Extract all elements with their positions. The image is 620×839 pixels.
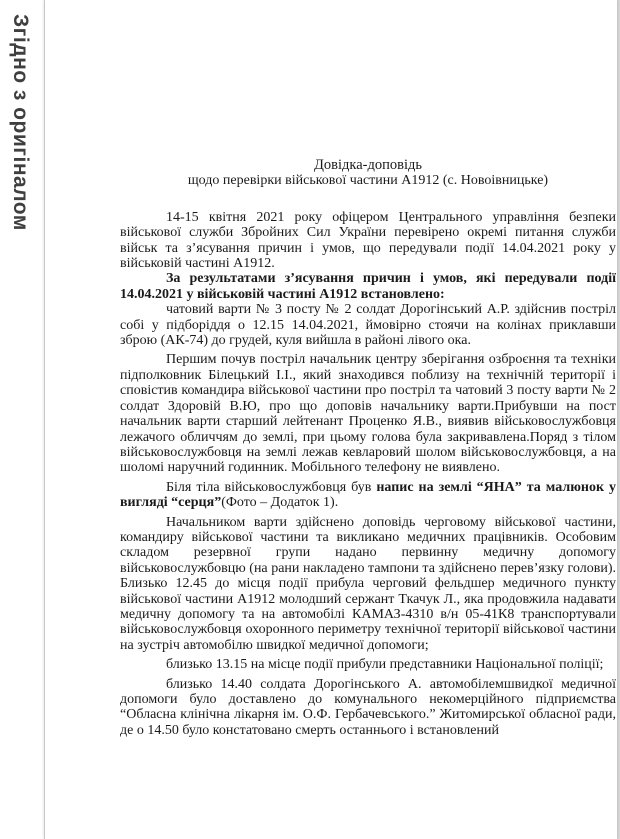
document-subtitle: щодо перевірки військової частини А1912 (с. Новоівницьке) xyxy=(187,173,549,189)
document-page xyxy=(44,0,618,839)
certification-stamp: Згідно з оригіналом xyxy=(9,14,32,231)
document-body xyxy=(120,158,616,738)
paragraph-incident: чатовий варти № 3 посту № 2 солдат Дорогінський А.Р. здійснив постріл собі у підборіддя о 12.15 14.04.2021, ймовірно стоячи на колінах приклавши зброю (АК-74) до грудей, куля вийшла в районі лівого ока. xyxy=(120,302,616,349)
paragraph-medical-help: Начальником варти здійснено доповідь черговому військової частини, командиру військової частини та викликано медичних працівників. Особовим складом резервної групи надано первинну медичну допомогу військовослужбовцю (на рани накладено тампони та здійснено перев’язку голови). Близько 12.45 до місця події прибула черговий фельдшер медичного пункту військової частини А1912 молодший сержант Ткачук Л., яка продовжила надавати медичну допомогу та на автомобілі КАМАЗ-4310 в/н 05-41К8 транспортували військовослужбовця охоронного периметру технічної території військової частини на зустріч автомобілю швидкої медичної допомоги; xyxy=(120,514,616,653)
paragraph-inscription: Біля тіла військовослужбовця був напис на землі “ЯНА” та малюнок у вигляді “серця”(Фото – Додаток 1). xyxy=(120,479,616,511)
left-margin-strip xyxy=(0,0,44,839)
paragraph-findings-heading: За результатами з’ясування причин і умов, які передували події 14.04.2021 у військовій частині А1912 встановлено: xyxy=(120,271,616,302)
paragraph-intro: 14-15 квітня 2021 року офіцером Центрального управління безпеки військової служби Збройних Сил України перевірено окремі питання служби військ та з’ясування причин і умов, що передували події 14.04.2021 року у військовій частині А1912. xyxy=(120,209,616,272)
paragraph-police: близько 13.15 на місце події прибули представники Національної поліції; xyxy=(166,657,604,673)
document-title: Довідка-доповідь xyxy=(314,157,422,173)
paragraph-first-response: Першим почув постріл начальник центру зберігання озброєння та техніки підполковник Білецький І.І., який знаходився поблизу на технічній території і сповістив командира військової частини про постріл та чатовий 3 посту варти № 2 солдат Здоровій В.Ю, про що доповів начальнику варти.Прибувши на пост начальник варти старший лейтенант Проценко Я.В., виявив військовослужбовця лежачого обличчям до землі, при цьому голова була закривавлена.Поряд з тілом військовослужбовця на землі лежав кевларовий шолом військовослужбовця, а на шоломі наручний годинник. Мобільного телефону не виявлено. xyxy=(120,352,616,476)
paragraph-hospital: близько 14.40 солдата Дорогінського А. автомобілемшвидкої медичної допомоги було доставлено до комунального некомерційного підприємства “Обласна клінічна лікарня ім. О.Ф. Гербачевського.” Житомирської обласної ради, де о 14.50 було констатовано смерть останнього і встановлений xyxy=(120,676,616,738)
